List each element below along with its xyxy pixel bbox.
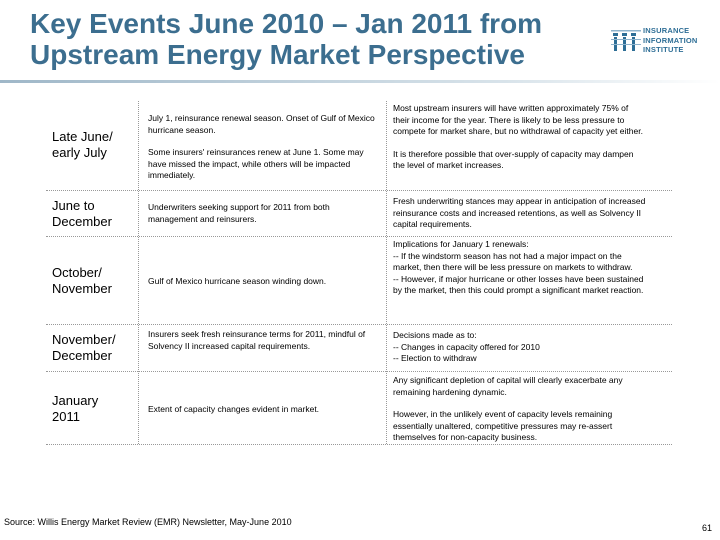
row-divider — [46, 236, 672, 237]
event-cell — [148, 276, 384, 288]
iii-logo — [611, 26, 711, 56]
row-divider — [46, 324, 672, 325]
page-number: 61 — [702, 523, 713, 533]
logo-line-2: INFORMATION — [643, 35, 698, 45]
source-note: Source: Willis Energy Market Review (EMR) Newsletter, May-June 2010 — [4, 517, 292, 527]
period-label: January 2011 — [52, 393, 99, 424]
event-cell — [148, 113, 384, 182]
event-cell — [148, 202, 378, 225]
title-divider — [0, 80, 720, 83]
event-text: Gulf of Mexico hurricane season winding down. — [148, 276, 327, 286]
iii-logo-icon — [611, 27, 641, 53]
event-text: July 1, reinsurance renewal season. Onset of Gulf of Mexico hurricane season. — [148, 113, 375, 135]
logo-line-1: INSURANCE — [643, 26, 690, 35]
implication-text: -- However, if major hurricane or other losses have been sustained by the market, then this could prompt a significant market reaction. — [393, 273, 644, 295]
row-divider — [46, 371, 672, 372]
row-divider — [46, 190, 672, 191]
implication-cell — [393, 330, 649, 365]
implication-text: -- Election to withdraw — [393, 353, 477, 363]
implication-cell — [393, 103, 643, 172]
implication-text: Implications for January 1 renewals: — [393, 239, 529, 249]
implication-text: -- If the windstorm season has not had a major impact on the market, then there will be less pressure on markets to withdraw. — [393, 250, 633, 272]
period-label: October/ November — [52, 265, 112, 296]
row-divider — [46, 444, 672, 445]
event-cell — [148, 404, 384, 416]
logo-line-3: INSTITUTE — [643, 45, 684, 54]
event-cell — [148, 329, 374, 352]
period-label: Late June/ early July — [52, 129, 113, 160]
implication-text: Decisions made as to: — [393, 330, 477, 340]
column-divider-right — [386, 101, 387, 444]
column-divider-left — [138, 101, 139, 444]
event-text: Extent of capacity changes evident in market. — [148, 404, 320, 414]
implication-cell — [393, 239, 649, 297]
implication-text: Most upstream insurers will have written approximately 75% of their income for the year. There is likely to be less pressure to compete for market share, but no withdrawal of capacity yet either. — [393, 103, 643, 136]
period-label: June to December — [52, 198, 112, 229]
implication-text: Any significant depletion of capital will clearly exacerbate any remaining hardening dynamic. — [393, 375, 623, 397]
event-text: Insurers seek fresh reinsurance terms for 2011, mindful of Solvency II increased capital requirements. — [148, 329, 366, 351]
period-label: November/ December — [52, 332, 116, 363]
implication-text: Fresh underwriting stances may appear in anticipation of increased reinsurance costs and increased retentions, as well as Solvency II capital requirements. — [393, 196, 646, 229]
iii-logo-text — [643, 26, 698, 55]
slide-title-line-2: Upstream Energy Market Perspective — [30, 39, 525, 70]
implication-cell — [393, 196, 649, 231]
implication-text: -- Changes in capacity offered for 2010 — [393, 341, 540, 352]
slide-title-line-1: Key Events June 2010 – Jan 2011 from — [30, 8, 543, 39]
slide-title — [30, 8, 610, 70]
implication-text: It is therefore possible that over-supply of capacity may dampen the level of market increases. — [393, 148, 634, 170]
implication-text: However, in the unlikely event of capacity levels remaining essentially unaltered, competitive pressures may re-assert themselves for non-capacity business. — [393, 409, 613, 442]
event-text: Some insurers' reinsurances renew at June 1. Some may have missed the impact, while others will be impacted immediately. — [148, 147, 364, 180]
event-text: Underwriters seeking support for 2011 from both management and reinsurers. — [148, 202, 330, 224]
implication-cell — [393, 375, 649, 444]
